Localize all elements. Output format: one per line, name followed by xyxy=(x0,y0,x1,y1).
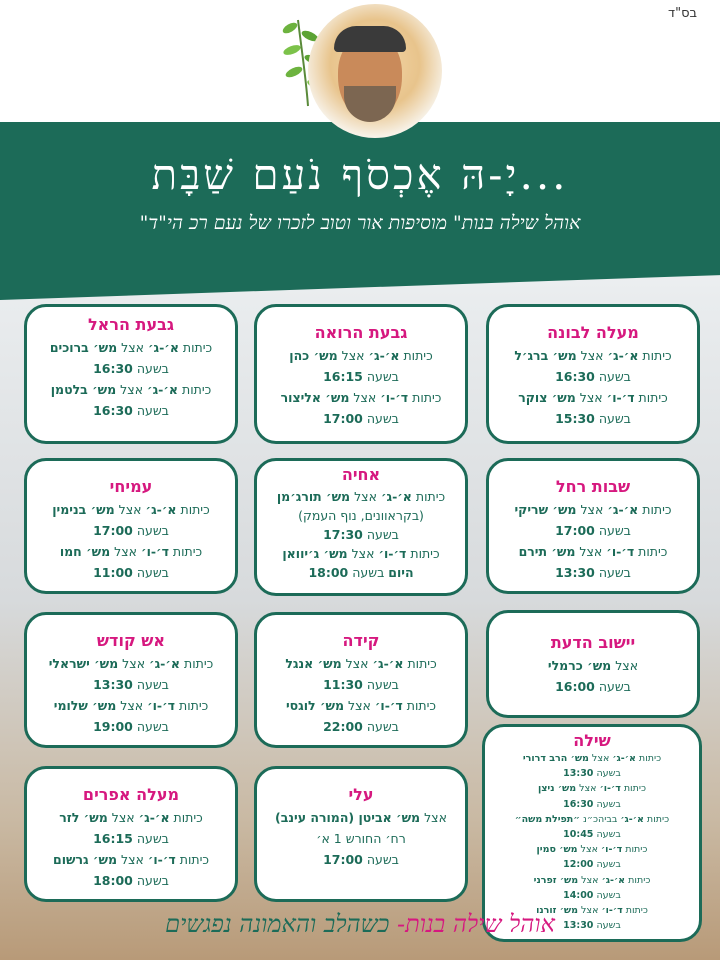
card-line: כיתות א׳-ג׳ בביהכ״נ ״תפילת משה״ xyxy=(514,813,670,825)
card-line: בשעה 11:00 xyxy=(93,565,169,580)
card-line: כיתות א׳-ג׳ אצל מש׳ ברג׳ל xyxy=(514,348,672,363)
card-line: כיתות א׳-ג׳ אצל מש׳ הרב דרורי xyxy=(522,753,662,764)
card-line: כיתות א׳-ג׳ אצל מש׳ כהן xyxy=(289,348,433,363)
card-achia xyxy=(254,458,468,596)
card-givat-harel xyxy=(24,304,238,444)
card-line: בשעה 16:30 xyxy=(563,798,621,810)
card-title: קידה xyxy=(342,631,380,650)
card-shvut-rachel xyxy=(486,458,700,594)
card-title: גבעת הראל xyxy=(87,315,174,334)
card-line: בשעה 17:00 xyxy=(93,523,169,538)
card-line: אצל מש׳ אביטן (המורה עינב) xyxy=(275,810,447,825)
card-line: בשעה 15:30 xyxy=(555,411,631,426)
card-title: אש קודש xyxy=(96,631,166,650)
card-line: כיתות ד׳-ו׳ אצל מש׳ סמין xyxy=(536,844,648,856)
card-line: כיתות ד׳-ו׳ אצל מש׳ לוגסי xyxy=(285,698,437,713)
card-line: בשעה 16:15 xyxy=(93,831,169,846)
card-title: יישוב הדעת xyxy=(550,633,636,652)
card-amichai xyxy=(24,458,238,594)
card-line: בשעה 13:30 xyxy=(93,677,169,692)
card-line: כיתות ד׳-ו׳ אצל מש׳ תירם xyxy=(518,544,668,559)
card-line: בשעה 13:30 xyxy=(555,565,631,580)
card-line: היום בשעה 18:00 xyxy=(308,565,414,580)
subtitle: "אוהל שילה בנות" מוסיפות אור וטוב לזכרו של נעם רכ הי"ד xyxy=(139,212,581,234)
card-line: בשעה 19:00 xyxy=(93,719,169,734)
card-maale-efraim xyxy=(24,766,238,902)
card-line: בשעה 16:15 xyxy=(323,369,399,384)
card-line: בשעה 13:30 xyxy=(563,768,621,780)
card-line: בשעה 13:30 xyxy=(563,920,621,932)
card-title: עלי xyxy=(348,785,374,804)
card-line: בשעה 11:30 xyxy=(323,677,399,692)
card-yishuv-hadaat xyxy=(486,610,700,718)
card-line: בשעה 16:30 xyxy=(93,361,169,376)
card-line: בשעה 22:00 xyxy=(323,719,399,734)
card-line: כיתות ד׳-ו׳ אצל מש׳ זורנו xyxy=(536,905,648,917)
card-line: כיתות ד׳-ו׳ אצל מש׳ גרשום xyxy=(53,852,209,867)
portrait-photo xyxy=(308,4,442,138)
card-line: אצל מש׳ כרמלי xyxy=(547,658,639,673)
card-line: כיתות ד׳-ו׳ אצל מש׳ ג׳יוואן xyxy=(282,546,440,561)
card-title: עמיחי xyxy=(109,477,153,496)
card-title: מעלה לבונה xyxy=(547,323,639,342)
card-line: בשעה 17:30 xyxy=(323,527,399,542)
card-line: (בקראוונים, נוף העמק) xyxy=(298,508,424,523)
card-line: בשעה 16:30 xyxy=(555,369,631,384)
card-line: כיתות א׳-ג׳ אצל מש׳ ברוכים xyxy=(49,340,213,355)
card-line: בשעה 18:00 xyxy=(93,873,169,888)
card-title: שילה xyxy=(573,731,611,750)
card-givat-haroeh xyxy=(254,304,468,444)
card-line: בשעה 17:00 xyxy=(555,523,631,538)
card-eli xyxy=(254,766,468,902)
card-line: בשעה 16:30 xyxy=(93,403,169,418)
card-line: כיתות א׳-ג׳ אצל מש׳ בנימין xyxy=(52,502,210,517)
card-line: כיתות א׳-ג׳ אצל מש׳ שריקי xyxy=(514,502,672,517)
card-line: כיתות א׳-ג׳ אצל מש׳ ישראלי xyxy=(48,656,214,671)
page-title: יָ-הּ אֶכְסֹף נֹעַם שַׁבָּת... xyxy=(151,150,569,199)
title-banner xyxy=(0,122,720,300)
card-line: כיתות ד׳-ו׳ אצל מש׳ ניצן xyxy=(537,783,647,795)
card-line: כיתות א׳-ג׳ אצל מש׳ תורג׳מן xyxy=(276,489,446,504)
card-maale-levona xyxy=(486,304,700,444)
card-line: בשעה 10:45 xyxy=(563,829,621,841)
card-line: בשעה 14:00 xyxy=(563,889,621,901)
card-line: כיתות א׳-ג׳ אצל מש׳ אנגל xyxy=(285,656,437,671)
card-title: שבות רחל xyxy=(555,477,631,496)
card-esh-kodesh xyxy=(24,612,238,748)
card-line: כיתות א׳-ג׳ אצל מש׳ בלטמן xyxy=(50,382,212,397)
card-line: בשעה 16:00 xyxy=(555,679,631,694)
card-line: כיתות ד׳-ו׳ אצל מש׳ אליצור xyxy=(280,390,442,405)
card-title: אחיה xyxy=(341,465,381,484)
card-line: בשעה 17:00 xyxy=(323,852,399,867)
footer-slogan xyxy=(0,910,720,939)
card-line: בשעה 17:00 xyxy=(323,411,399,426)
card-line: בשעה 12:00 xyxy=(563,859,621,871)
card-kida xyxy=(254,612,468,748)
card-line: כיתות א׳-ג׳ אצל מש׳ לזר xyxy=(59,810,203,825)
card-title: גבעת הרואה xyxy=(314,323,408,342)
card-title: מעלה אפרים xyxy=(82,785,180,804)
footer-part2: כשהלב והאמונה נפגשים xyxy=(165,910,397,938)
bsd-mark: בס"ד xyxy=(668,6,698,21)
card-line: כיתות ד׳-ו׳ אצל מש׳ שלומי xyxy=(53,698,209,713)
footer-part1: אוהל שילה בנות- xyxy=(396,910,555,938)
card-line: רח׳ החורש 1 א׳ xyxy=(316,831,406,846)
card-line: כיתות א׳-ג׳ אצל מש׳ זפרני xyxy=(533,874,651,886)
card-line: כיתות ד׳-ו׳ אצל מש׳ חמו xyxy=(59,544,203,559)
card-line: כיתות ד׳-ו׳ אצל מש׳ צוקר xyxy=(518,390,668,405)
